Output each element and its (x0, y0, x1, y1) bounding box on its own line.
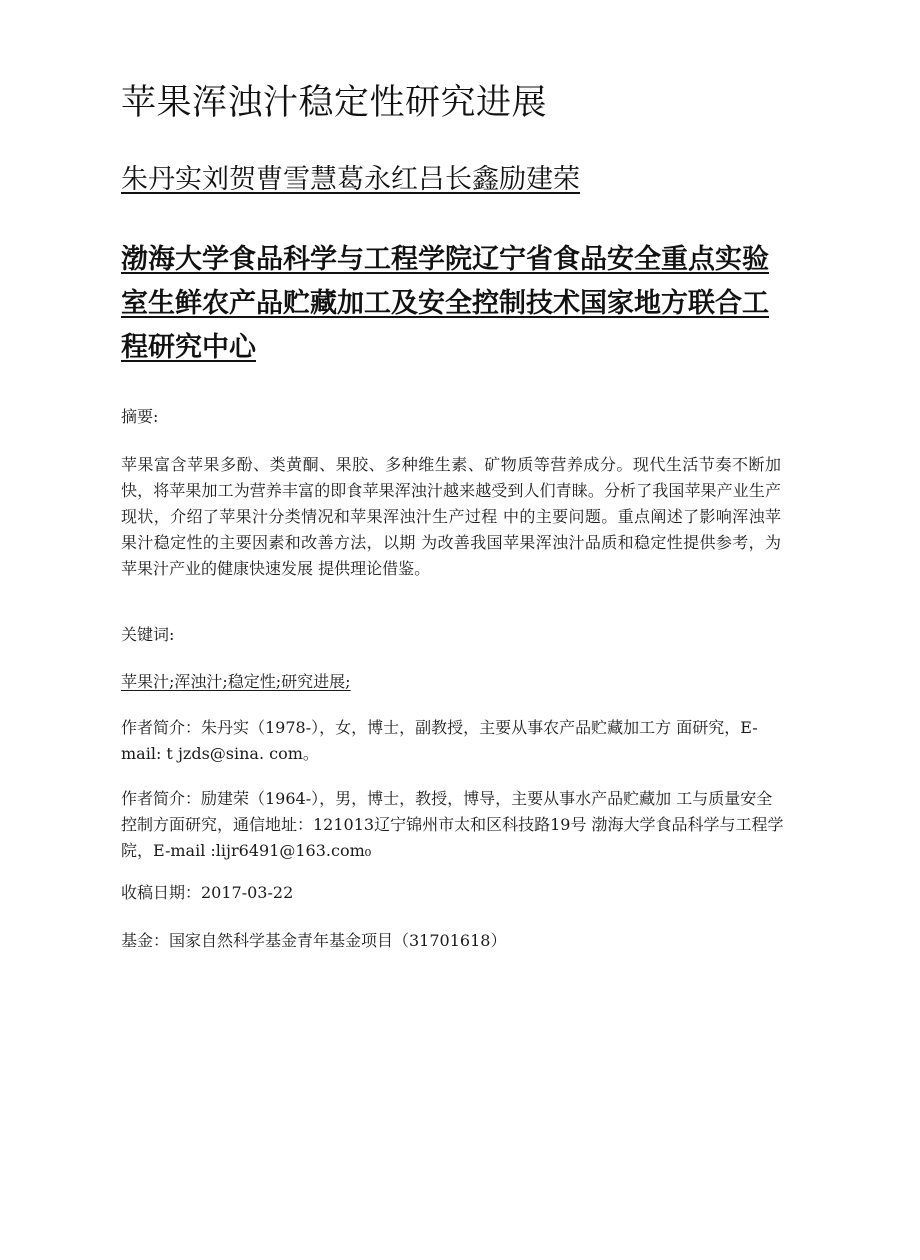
keywords-label: 关键词: (121, 625, 175, 644)
paper-title: 苹果浑浊汁稳定性研究进展 (121, 83, 548, 123)
fund-info: 基金：国家自然科学基金青年基金项目（31701618） (121, 931, 507, 950)
keywords-link[interactable]: 苹果汁;浑浊汁;稳定性;研究进展; (121, 672, 351, 691)
abstract-label: 摘要: (121, 407, 159, 426)
abstract-text: 苹果富含苹果多酚、类黄酮、果胶、多种维生素、矿物质等营养成分。现代生活节奏不断加快，将苹果加工为营养丰富的即食苹果浑浊汁越来越受到人们青睐。分析了我国苹果产业生产现状，介绍了苹果汁分类情况和苹果浑浊汁生产过程 中的主要问题。重点阐述了影响浑浊苹果汁稳定性的主要因素和改善方法，以期 为改善我国苹果浑浊汁品质和稳定性提供参考，为苹果汁产业的健康快速发展 提供理论借鉴。 (121, 455, 781, 578)
author-intro-2: 作者简介：励建荣（1964-），男，博士，教授，博导，主要从事水产品贮藏加 工与质量安全控制方面研究，通信地址：121013辽宁锦州市太和区科技路19号 渤海大学食品科学与工程学院，E-mail :lijr6491@163.com₀ (121, 789, 784, 860)
author-list: 朱丹实刘贺曹雪慧葛永红吕长鑫励建荣 (121, 164, 580, 195)
received-date: 收稿日期：2017-03-22 (121, 883, 294, 902)
author-intro-1: 作者简介：朱丹实（1978-），女，博士，副教授，主要从事农产品贮藏加工方 面研究，E-mail: t jzds@sina. com。 (121, 718, 758, 763)
affiliation: 渤海大学食品科学与工程学院辽宁省食品安全重点实验室生鲜农产品贮藏加工及安全控制技术国家地方联合工程研究中心 (121, 244, 769, 363)
